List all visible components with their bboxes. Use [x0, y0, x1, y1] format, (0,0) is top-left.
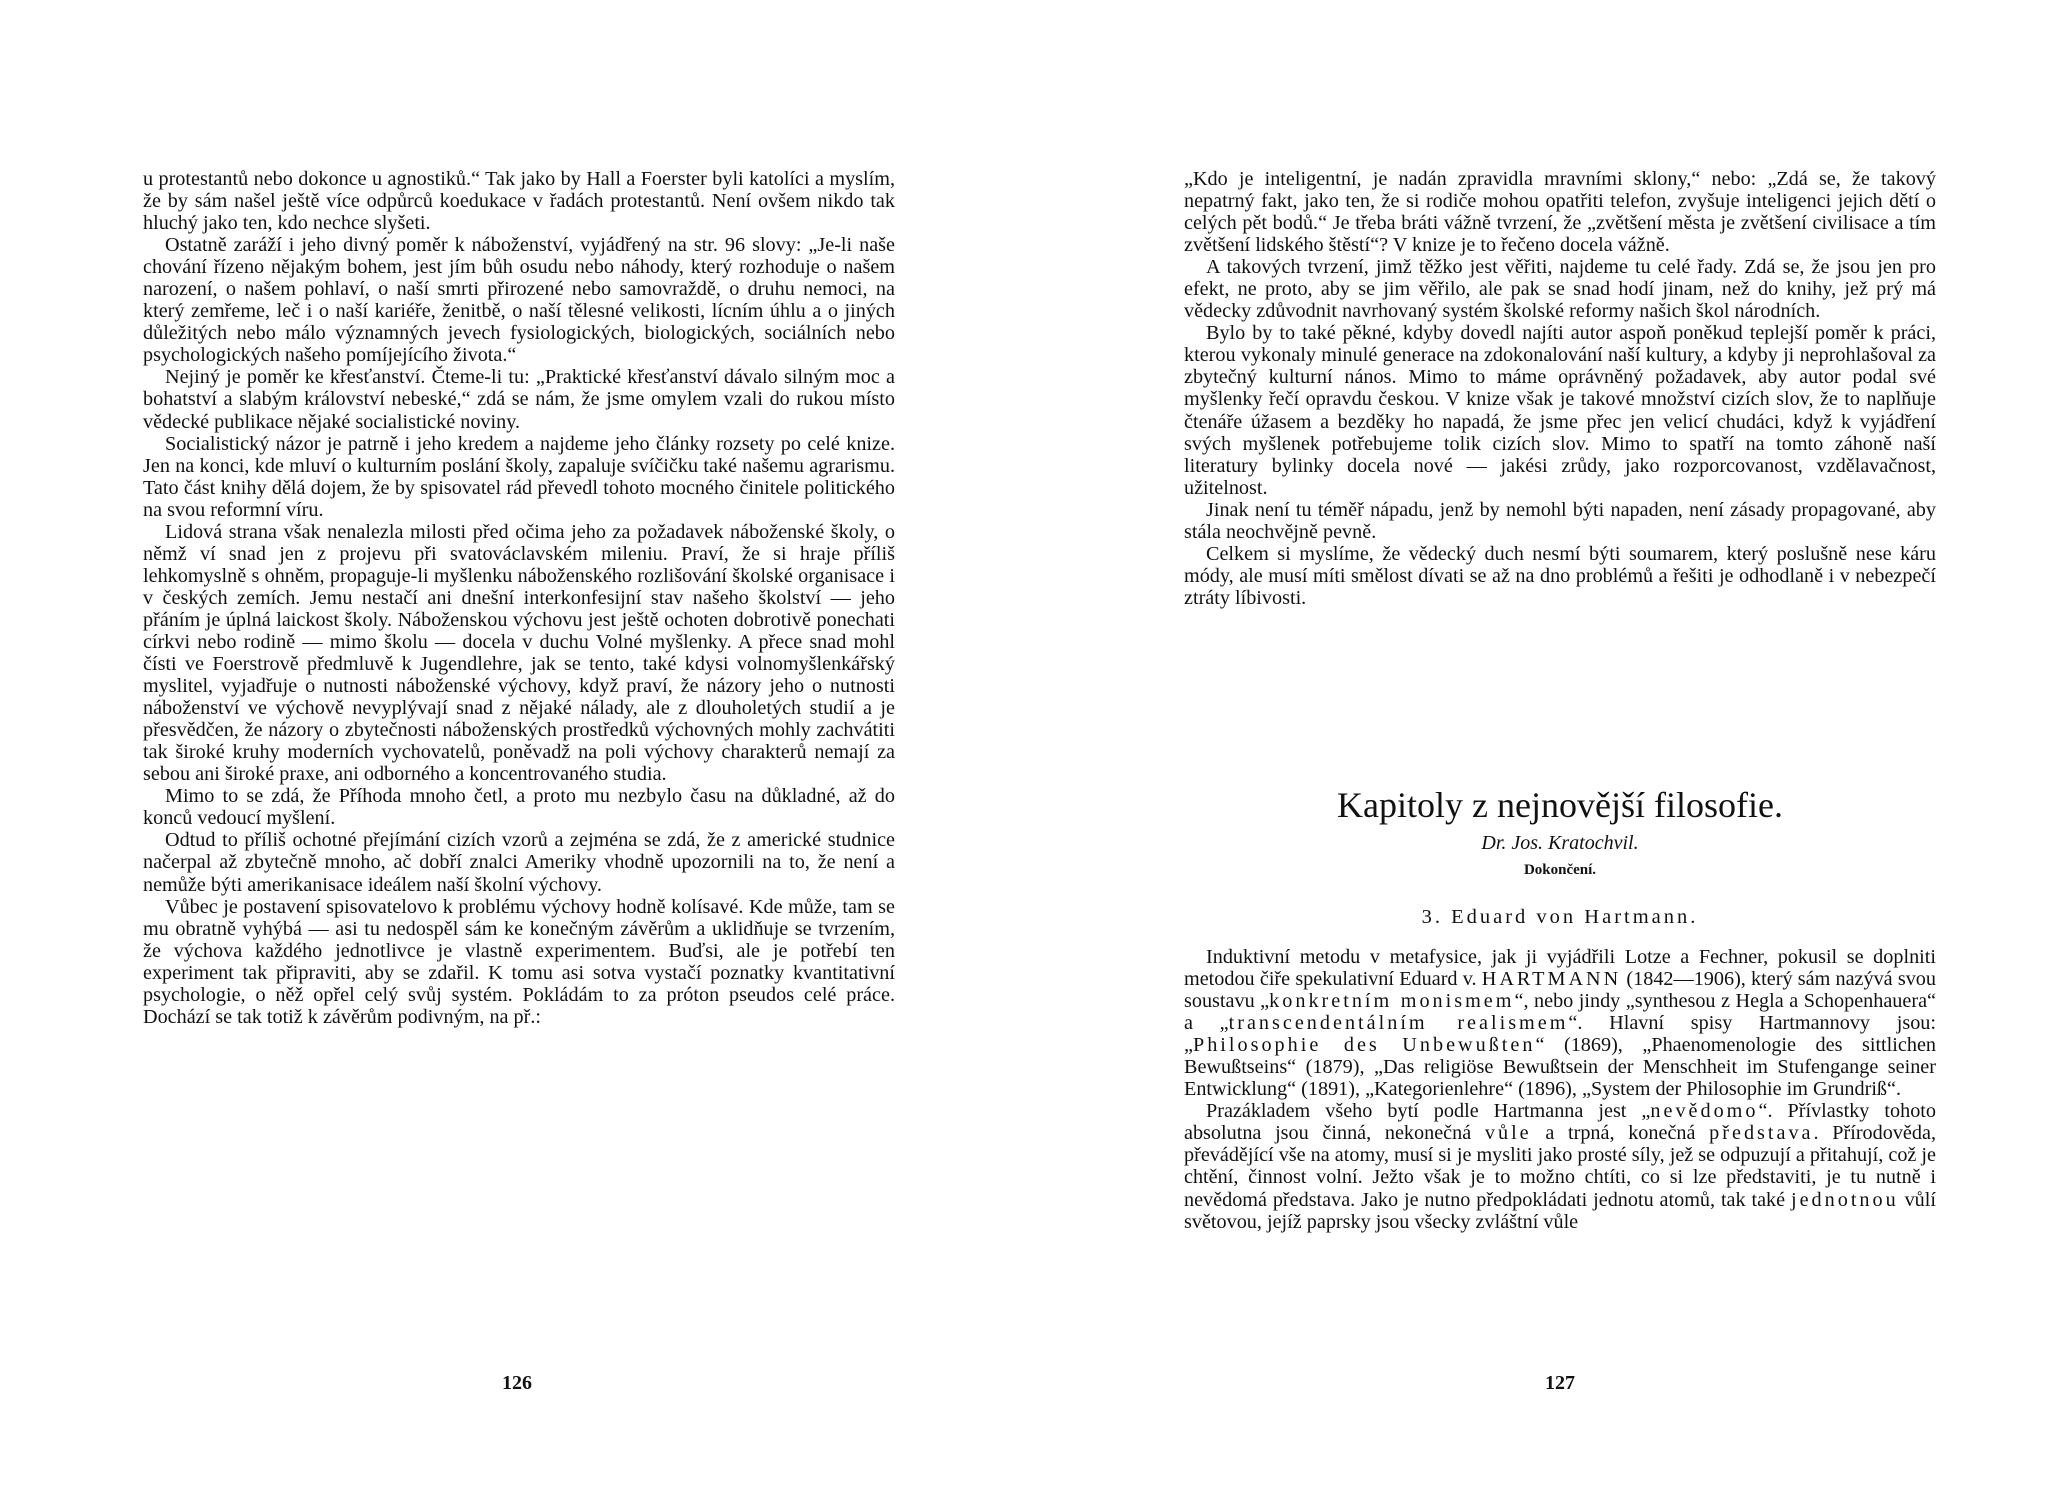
- text-run: Induktivní metodu v metafysice, jak ji vyjádřili Lotze a Fechner, pokusil se doplniti metodou čiře spekulativní Eduard v.: [1184, 946, 1936, 991]
- spaced-text: vůle: [1484, 1122, 1532, 1145]
- text-run: “, nebo jindy „synthesou z Hegla a Schopenhauera“ a „: [1184, 990, 1937, 1035]
- article-author: Dr. Jos. Kratochvil.: [1481, 832, 1639, 854]
- article-note: Dokončení.: [1523, 862, 1597, 878]
- paragraph: [1184, 1100, 1936, 1232]
- paragraph: Socialistický názor je patrně i jeho kredem a najdeme jeho články rozsety po celé knize. Jen na konci, kde mluví o kulturním poslání školy, zapaluje svíčičku také našemu agrarismu. Tato část knihy dělá dojem, že by spisovatel rád převedl tohoto mocného činitele politického na svou reformní víru.: [143, 432, 895, 521]
- text-run: vůlí světovou, jejíž paprsky jsou všecky zvláštní vůle: [1184, 1188, 1936, 1233]
- spaced-text: Philosophie des Unbewußten: [1192, 1034, 1536, 1057]
- text-run: a trpná, konečná: [1531, 1122, 1710, 1145]
- spaced-text: HARTMANN: [1481, 968, 1622, 991]
- page-number: 127: [1545, 1372, 1575, 1394]
- text-run: (1842—1906), který sám nazývá svou soustavu „: [1184, 968, 1936, 1013]
- text-run: “. Přívlastky tohoto absolutna jsou činná, nekonečná: [1184, 1100, 1936, 1145]
- paragraph: Vůbec je postavení spisovatelovo k problému výchovy hodně kolísavé. Kde může, tam se mu obratně vyhýbá — asi tu nedospěl sám ke konečným závěrům a uklidňuje se tvrzením, že výchova každého jednotlivce je vlastně experimentem. Buďsi, ale je potřebí ten experiment tak připraviti, aby se zdařil. K tomu asi sotva vystačí poznatky kvantitativní psychologie, o něž opřel celý svůj systém. Pokládám to za próton pseudos celé práce. Dochází se tak totiž k závěrům podivným, na př.:: [143, 895, 895, 1028]
- spaced-text: transcendentálním realismem: [1228, 1012, 1569, 1035]
- section-title: 3. Eduard von Hartmann.: [1421, 906, 1699, 928]
- paragraph: A takových tvrzení, jimž těžko jest věřiti, najdeme tu celé řady. Zdá se, že jsou jen pro efekt, ne proto, aby se jim věřilo, ale pak se snad hodí jinam, než do knihy, jež prý má vědecky zdůvodnit navrhovaný systém školské reformy našich škol národních.: [1184, 256, 1936, 323]
- spaced-text: nevědomo: [1650, 1100, 1759, 1123]
- paragraph: [1184, 946, 1936, 1100]
- paragraph: Lidová strana však nenalezla milosti před očima jeho za požadavek náboženské školy, o němž ví snad jen z projevu při svatováclavském mileniu. Praví, že si hraje příliš lehkomyslně s ohněm, propaguje-li myšlenku náboženského rozlišování školské organisace i v českých zemích. Jemu nestačí ani dnešní interkonfesijní stav našeho školství — jeho přáním je úplná laickost školy. Náboženskou výchovu jest ještě ochoten dobrotivě ponechati církvi nebo rodině — mimo školu — docela v duchu Volné myšlenky. A přece snad mohl čísti ve Foerstrově předmluvě k Jugendlehre, jak se tento, také kdysi volnomyšlenkářský myslitel, vyjadřuje o nutnosti náboženské výchovy, když praví, že názory jeho o nutnosti náboženství ve výchově nevyplývají snad z nějaké nálady, ale z dlouholetých studií a je přesvědčen, že názory o zbytečnosti náboženských prostředků výchovných mohly zachvátiti tak široké kruhy moderních vychovatelů, poněvadž na poli výchovy charakterů nemají za sebou ani široké praxe, ani odborného a koncentrovaného studia.: [143, 520, 895, 786]
- article-title: Kapitoly z nejnovější filosofie.: [1337, 785, 1783, 825]
- paragraph: u protestantů nebo dokonce u agnostiků.“ Tak jako by Hall a Foerster byli katolíci a myslím, že by sám našel ještě více odpůrců koedukace v řadách protestantů. Není ovšem nikdo tak hluchý jako ten, kdo nechce slyšeti.: [143, 168, 895, 235]
- paragraph: Odtud to příliš ochotné přejímání cizích vzorů a zejména se zdá, že z americké studnice načerpal až zbytečně mnoho, ač dobří znalci Ameriky vhodně upozornili na to, že není a nemůže býti amerikanisace ideálem naší školní výchovy.: [143, 829, 895, 896]
- page-number: 126: [502, 1372, 532, 1394]
- spaced-text: představa: [1709, 1122, 1814, 1145]
- spaced-text: jednotnou: [1790, 1188, 1899, 1211]
- text-run: “ (1869), „Phaenomenologie des sittlichen Bewußtseins“ (1879), „Das religiöse Bewußtsein der Menschheit im Stufengange seiner Entwicklung“ (1891), „Kategorienlehre“ (1896), „System der Philosophie im Grundriß“.: [1184, 1034, 1936, 1101]
- paragraph: „Kdo je inteligentní, je nadán zpravidla mravními sklony,“ nebo: „Zdá se, že takový nepatrný fakt, jako ten, že si rodiče mohou opatřiti telefon, zvyšuje inteligenci jejich dětí o celých pět bodů.“ Je třeba bráti vážně tvrzení, že „zvětšení města je zvětšení civilisace a tím zvětšení lidského štěstí“? V knize je to řečeno docela vážně.: [1184, 168, 1936, 257]
- paragraph: Mimo to se zdá, že Příhoda mnoho četl, a proto mu nezbylo času na důkladné, až do konců vedoucí myšlení.: [143, 785, 895, 830]
- right-page: [1032, 0, 2064, 1500]
- left-page-text: [143, 168, 895, 1028]
- text-run: Prazákladem všeho bytí podle Hartmanna jest „: [1206, 1100, 1651, 1123]
- right-page-text: [1184, 168, 1936, 609]
- article-header: [1184, 783, 1936, 929]
- paragraph: Jinak není tu téměř nápadu, jenž by nemohl býti napaden, není zásady propagované, aby stála neochvějně pevně.: [1184, 498, 1936, 543]
- spaced-text: konkretním monismem: [1269, 990, 1515, 1013]
- article-body: [1184, 946, 1936, 1233]
- text-run: “. Hlavní spisy Hartmannovy jsou: „: [1184, 1012, 1936, 1057]
- paragraph: Ostatně zaráží i jeho divný poměr k náboženství, vyjádřený na str. 96 slovy: „Je-li naše chování řízeno nějakým bohem, jest jím bůh osudu nebo náhody, který rozhoduje o našem narození, o našem pohlaví, o naší smrti přirozené nebo samovraždě, o druhu nemoci, na který zemřeme, leč i o naší kariéře, ženitbě, o naší tělesné velikosti, lícním úhlu a o jiných důležitých nebo málo významných jevech fysiologických, biologických, sociálních nebo psychologických našeho pomíjejícího života.“: [143, 234, 895, 367]
- paragraph: Celkem si myslíme, že vědecký duch nesmí býti soumarem, který poslušně nese káru módy, ale musí míti smělost dívati se až na dno problémů a řešiti je odhodlaně i v nebezpečí ztráty líbivosti.: [1184, 542, 1936, 609]
- paragraph: Bylo by to také pěkné, kdyby dovedl najíti autor aspoň poněkud teplejší poměr k práci, kterou vykonaly minulé generace na zdokonalování naší kultury, a kdyby ji neprohlašoval za zbytečný kulturní nános. Mimo to máme oprávněný požadavek, aby autor podal své myšlenky řečí opravdu českou. V knize však je takové množství cizích slov, že to naplňuje čtenáře úžasem a bezděky ho napadá, že jsme přec jen velicí chudáci, když k vyjádření svých myšlenek potřebujeme tolik cizích slov. Mimo to spatří na tomto záhoně naší literatury bylinky docela nové — jakési zrůdy, jako rozporcovanost, vzdělavačnost, užitelnost.: [1184, 322, 1936, 499]
- paragraph: Nejiný je poměr ke křesťanství. Čteme-li tu: „Praktické křesťanství dávalo silným moc a bohatství a slabým království nebeské,“ zdá se nám, že jsme omylem vzali do rukou místo vědecké publikace nějaké socialistické noviny.: [143, 366, 895, 433]
- text-run: . Přírodověda, převádějící vše na atomy, musí si je mysliti jako prosté síly, jež se odpuzují a přitahují, což je chtění, činnost volní. Ježto však je to možno chtíti, co si lze představiti, je tu nutně i nevědomá představa. Jako je nutno předpokládati jednotu atomů, tak také: [1184, 1122, 1936, 1211]
